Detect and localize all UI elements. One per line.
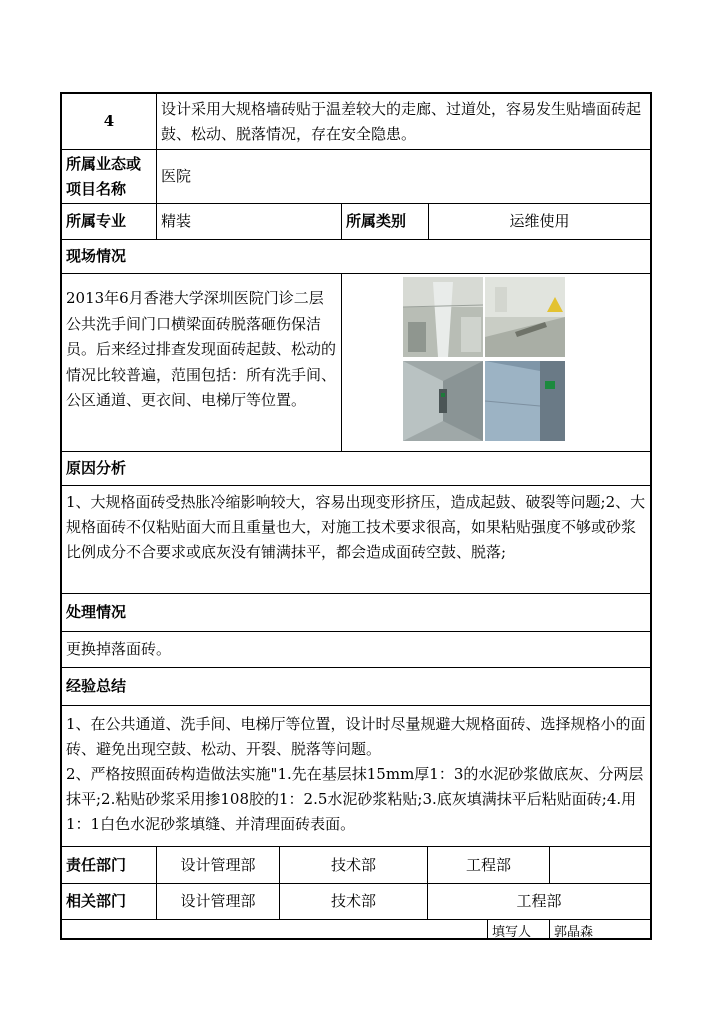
site-photo-grid <box>403 277 567 443</box>
site-header-row <box>62 240 650 274</box>
handling-content-row <box>62 632 650 668</box>
summary-text <box>62 706 650 846</box>
responsible-empty <box>550 847 650 883</box>
site-photos-cell <box>342 274 650 451</box>
site-photo-floor-debris <box>485 277 565 357</box>
summary-content-row <box>62 706 650 847</box>
responsible-dept-2: 技术部 <box>280 847 428 883</box>
case-row <box>62 94 650 150</box>
site-label: 现场情况 <box>66 247 127 265</box>
cause-content-row <box>62 486 650 594</box>
related-row <box>62 884 650 920</box>
footer-blank <box>62 920 488 940</box>
business-label: 所属业态或项目名称 <box>62 150 157 203</box>
business-value: 医院 <box>161 167 192 185</box>
specialty-label: 所属专业 <box>62 204 157 239</box>
footer-row <box>62 920 650 940</box>
related-dept-1: 设计管理部 <box>157 884 280 919</box>
case-number: 4 <box>62 94 157 149</box>
cause-label: 原因分析 <box>66 459 127 477</box>
cause-header-row <box>62 452 650 486</box>
responsible-label: 责任部门 <box>62 847 157 883</box>
handling-label: 处理情况 <box>66 603 127 621</box>
handling-header-row <box>62 594 650 632</box>
handling-text: 更换掉落面砖。 <box>66 640 172 658</box>
related-dept-2: 技术部 <box>280 884 428 919</box>
responsible-row <box>62 847 650 884</box>
site-photo-wall <box>485 361 565 441</box>
cause-text: 1、大规格面砖受热胀冷缩影响较大，容易出现变形挤压，造成起鼓、破裂等问题;2、大规格面砖不仅粘贴面大而且重量也大，对施工技术要求很高，如果粘贴强度不够或砂浆比例成分不合要求或底灰没有铺满抹平，都会造成面砖空鼓、脱落; <box>66 493 646 561</box>
case-form-table <box>60 92 652 940</box>
site-photo-corridor <box>403 361 483 441</box>
summary-header-row <box>62 668 650 706</box>
responsible-dept-1: 设计管理部 <box>157 847 280 883</box>
category-label: 所属类别 <box>342 204 429 239</box>
site-content-row <box>62 274 650 452</box>
filler-label: 填写人 <box>488 920 550 940</box>
summary-label: 经验总结 <box>66 677 127 695</box>
business-row <box>62 150 650 204</box>
case-description: 设计采用大规格墙砖贴于温差较大的走廊、过道处，容易发生贴墙面砖起鼓、松动、脱落情况，存在安全隐患。 <box>161 100 642 143</box>
summary-line-1: 1、在公共通道、洗手间、电梯厅等位置，设计时尽量规避大规格面砖、选择规格小的面砖、避免出现空鼓、松动、开裂、脱落等问题。 <box>66 715 646 758</box>
category-value: 运维使用 <box>509 212 570 230</box>
related-dept-3: 工程部 <box>516 892 562 910</box>
site-photo-ceiling <box>403 277 483 357</box>
responsible-dept-3: 工程部 <box>428 847 550 883</box>
filler-name: 郭晶森 <box>554 924 594 940</box>
specialty-row <box>62 204 650 240</box>
site-text: 2013年6月香港大学深圳医院门诊二层公共洗手间门口横梁面砖脱落砸伤保洁员。后来经过排查发现面砖起鼓、松动的情况比较普遍，范围包括：所有洗手间、公区通道、更衣间、电梯厅等位置。 <box>62 274 342 451</box>
related-label: 相关部门 <box>62 884 157 919</box>
specialty-value: 精装 <box>157 204 342 239</box>
summary-line-2: 2、严格按照面砖构造做法实施"1.先在基层抹15mm厚1：3的水泥砂浆做底灰、分两层抹平;2.粘贴砂浆采用掺108胶的1：2.5水泥砂浆粘贴;3.底灰填满抹平后粘贴面砖;4.用1：1白色水泥砂浆填缝、并清理面砖表面。 <box>66 765 644 833</box>
